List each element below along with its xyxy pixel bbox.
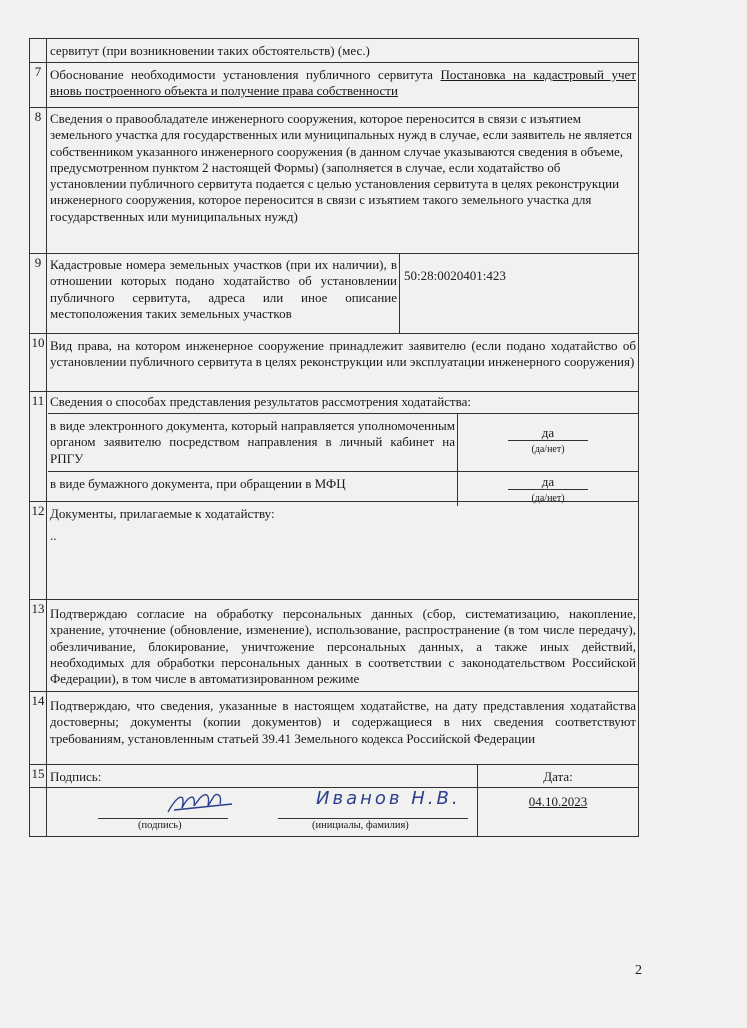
row-11 [30,391,638,504]
row-6-continuation [30,38,638,62]
row-label: Документы, прилагаемые к ходатайству: [50,506,275,521]
row-number: 7 [30,63,47,107]
row-9 [30,253,638,333]
signature-area [48,788,477,834]
row-text: Сведения о правообладателе инженерного сооружения, которое переносится в связи с изъятием земельного участка для государственных или муниципальных нужд в случае, если заявитель не является собственником указанного инженерного сооружения (в данном случае указываются сведения в объеме, предусмотренном пунктом 2 настоящей Формы) (заполняется в случае, если ходатайство об установлении публичного сервитута подается с целью установления сервитута в целях реконструкции инженерного сооружения, которое переносится в связи с изъятием такого земельного участка для государственных или муниципальных нужд) [50,111,633,224]
name-line [278,818,468,819]
row-number: 8 [30,108,47,253]
row-number-empty [30,788,47,836]
row-number: 14 [30,692,47,764]
option-label: в виде электронного документа, который направляется уполномоченным органом заявителю посредством направления в личный кабинет на РПГУ [48,414,458,471]
row-13 [30,599,638,691]
signature-line [98,818,228,819]
row-text [48,502,638,547]
row-8 [30,107,638,253]
row-number [30,39,47,62]
form-table [29,38,639,837]
date-cell [477,788,638,836]
row-text: Подтверждаю согласие на обработку персональных данных (сбор, систематизацию, накопление, хранение, уточнение (обновление, изменение), использование, распространение (в том числе передачу), обезличивание, блокирование, уничтожение персональных данных, а также иных действий, необходимых для обработки персональных данных в соответствии с законодательством Российской Федерации), в том числе в автоматизированном режиме [50,606,636,687]
row-10 [30,333,638,391]
option-answer: да [508,475,588,490]
option-hint: (да/нет) [531,444,565,455]
signature-mark [148,788,248,818]
handwritten-name: Иванов Н.В. [316,788,461,809]
row-text: Кадастровые номера земельных участков (при их наличии), в отношении которых подано ходатайство об установлении публичного сервитута, адреса или иное описание местоположения таких земельных участков [48,254,400,333]
row-15-header [30,764,638,787]
signature-hint: (подпись) [138,820,182,831]
cadastral-number: 50:28:0020401:423 [404,268,506,283]
row-12 [30,501,638,599]
row-number: 13 [30,600,47,691]
option-hint: (да/нет) [531,493,565,504]
signature-label: Подпись: [50,769,102,784]
option-value [458,414,638,471]
option-answer: да [508,426,588,441]
row-answer: Постановка на кадастровый учет вновь построенного объекта и получение права собственности [50,67,636,99]
option-electronic [48,413,638,471]
row-number: 12 [30,502,47,599]
row-15-signatures [30,787,638,837]
row-text: Сведения о способах представления результатов рассмотрения ходатайства: [50,394,471,409]
attachments-list: .. [50,528,57,544]
row-text: Вид права, на котором инженерное сооружение принадлежит заявителю (если подано ходатайство об установлении публичного сервитута в целях реконструкции или эксплуатации инженерного сооружения) [50,338,636,370]
row-7 [30,62,638,107]
name-hint: (инициалы, фамилия) [312,820,409,831]
row-number: 10 [30,334,47,391]
row-text: сервитут (при возникновении таких обстоятельств) (мес.) [50,43,370,58]
row-number: 11 [30,392,47,501]
date-value: 04.10.2023 [528,794,588,809]
row-text [48,63,638,102]
row-14 [30,691,638,764]
row-label: Обоснование необходимости установления публичного сервитута [50,67,433,82]
row-text: Подтверждаю, что сведения, указанные в настоящем ходатайстве, на дату представления ходатайства достоверны; документы (копии документов) и содержащиеся в них сведения соответствуют требованиям, установленным статьей 39.41 Земельного кодекса Российской Федерации [50,698,636,746]
row-number: 15 [30,765,47,787]
date-label: Дата: [477,765,638,787]
row-number: 9 [30,254,47,333]
option-label: в виде бумажного документа, при обращении в МФЦ [48,472,458,506]
page-number: 2 [635,963,642,978]
